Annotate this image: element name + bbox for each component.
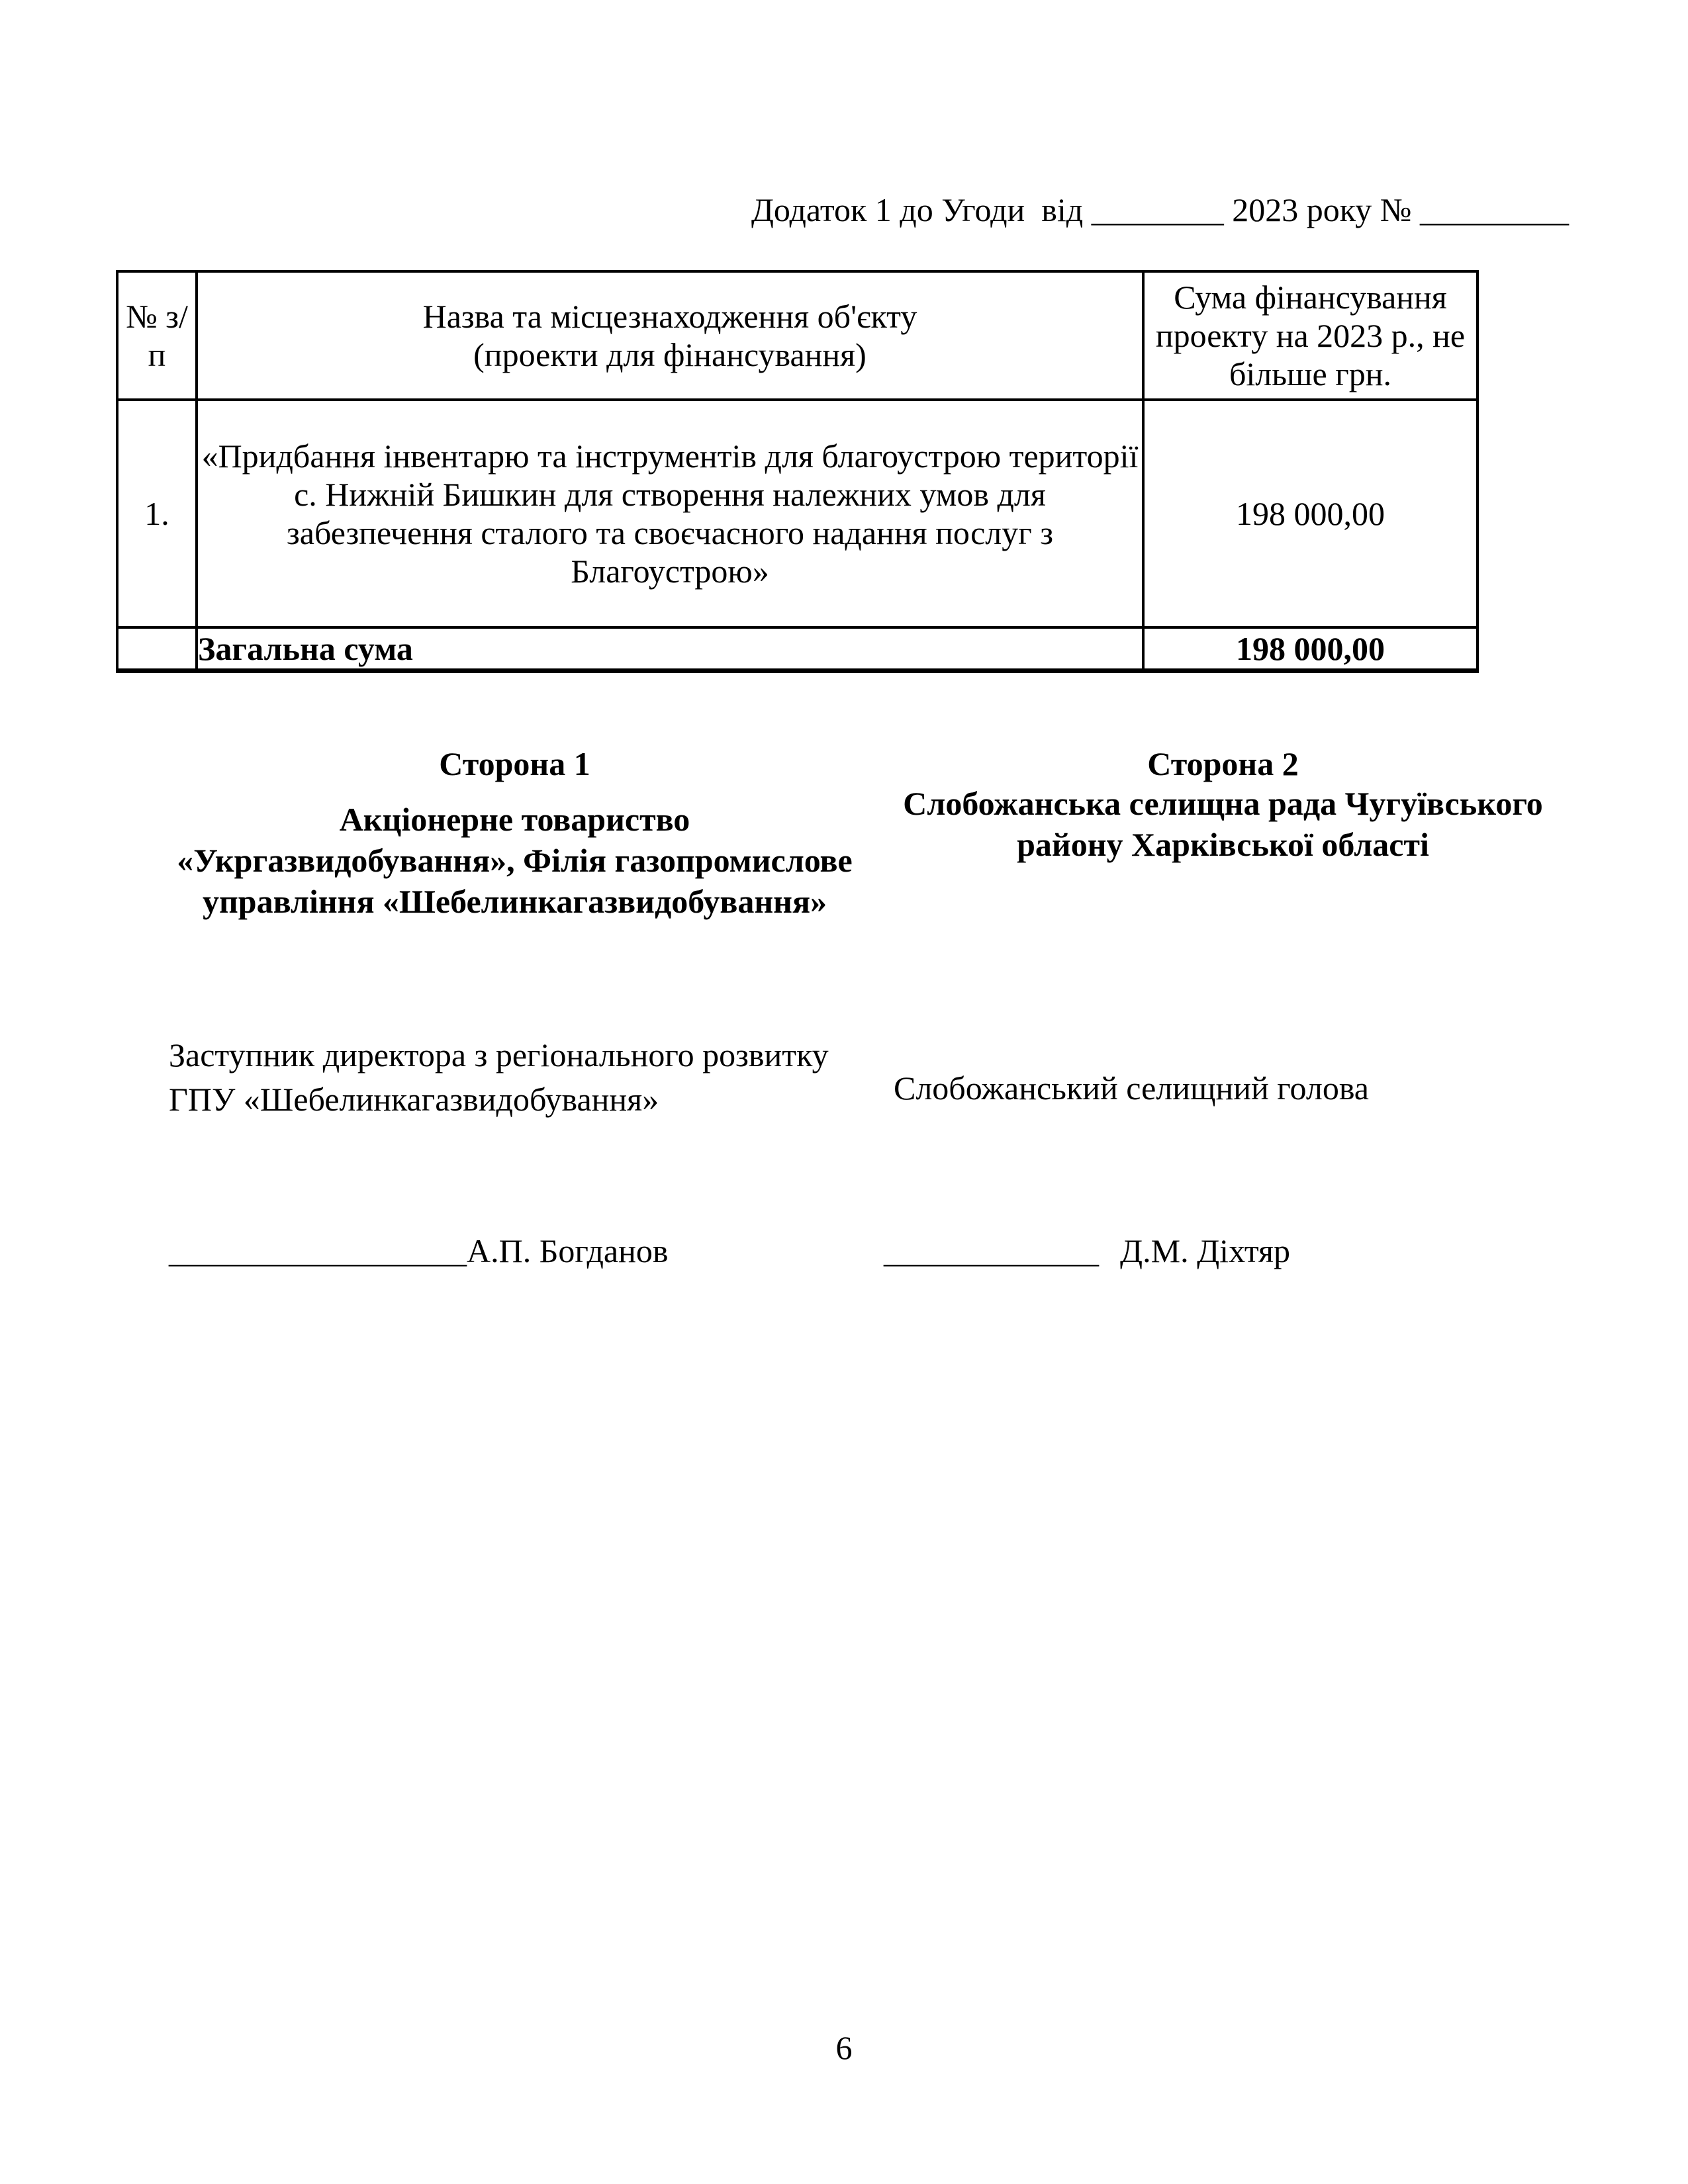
party-1-role-line2: ГПУ «Шебелинкагазвидобування»: [169, 1081, 659, 1118]
party-1-organization: [169, 799, 861, 922]
party-1-signature: [169, 1232, 861, 1270]
annex-header-line: Додаток 1 до Угоди від ________ 2023 року № _________: [751, 191, 1569, 228]
table-total-row: [117, 627, 1477, 671]
project-name-cell: «Придбання інвентарю та інструментів для благоустрою території с. Нижній Бишкин для створення належних умов для забезпечення сталого та своєчасного надання послуг з Благоустрою»: [197, 400, 1143, 627]
column-header-object-line2: (проекти для фінансування): [473, 336, 867, 373]
party-2-org-line1: Слобожанська селищна рада Чугуївського: [903, 785, 1543, 822]
signatory-roles-section: [169, 1033, 1688, 1122]
column-header-object-line1: Назва та місцезнаходження об'єкту: [422, 298, 917, 335]
table-row: [117, 400, 1477, 627]
parties-section: [169, 745, 1688, 922]
party-1-signature-line: __________________: [169, 1232, 467, 1269]
total-amount-cell: 198 000,00: [1143, 627, 1477, 671]
total-empty-cell: [117, 627, 197, 671]
column-header-object: [197, 271, 1143, 400]
party-2-signature-line: _____________: [884, 1232, 1099, 1269]
project-amount-cell: 198 000,00: [1143, 400, 1477, 627]
party-2-signatory-name: Д.М. Діхтяр: [1120, 1232, 1291, 1269]
signatures-section: [169, 1232, 1688, 1270]
party-2-block: [884, 745, 1562, 922]
party-2-org-line2: району Харківської області: [1017, 826, 1429, 863]
party-1-role-line1: Заступник директора з регіонального розвитку: [169, 1036, 829, 1073]
party-1-org-line3: управління «Шебелинкагазвидобування»: [202, 883, 827, 920]
party-1-block: [169, 745, 861, 922]
financing-table: [116, 270, 1479, 673]
table-header-row: [117, 271, 1477, 400]
party-1-org-line2: «Укргазвидобування», Філія газопромислове: [177, 842, 853, 879]
party-2-title: Сторона 2: [1147, 745, 1299, 782]
total-label-cell: Загальна сума: [197, 627, 1143, 671]
column-header-number: № з/п: [117, 271, 197, 400]
column-header-sum: Сума фінансування проекту на 2023 р., не більше грн.: [1143, 271, 1477, 400]
party-2-role: Слобожанський селищний голова: [894, 1069, 1369, 1107]
party-2-organization: [884, 783, 1562, 865]
row-number-cell: 1.: [117, 400, 197, 627]
party-1-signatory-name: А.П. Богданов: [467, 1232, 669, 1269]
party-1-role: [169, 1033, 861, 1122]
party-1-org-line1: Акціонерне товариство: [339, 801, 690, 838]
page-number: 6: [835, 2029, 853, 2066]
party-1-title: Сторона 1: [439, 745, 590, 782]
party-2-signature: [884, 1232, 1562, 1270]
